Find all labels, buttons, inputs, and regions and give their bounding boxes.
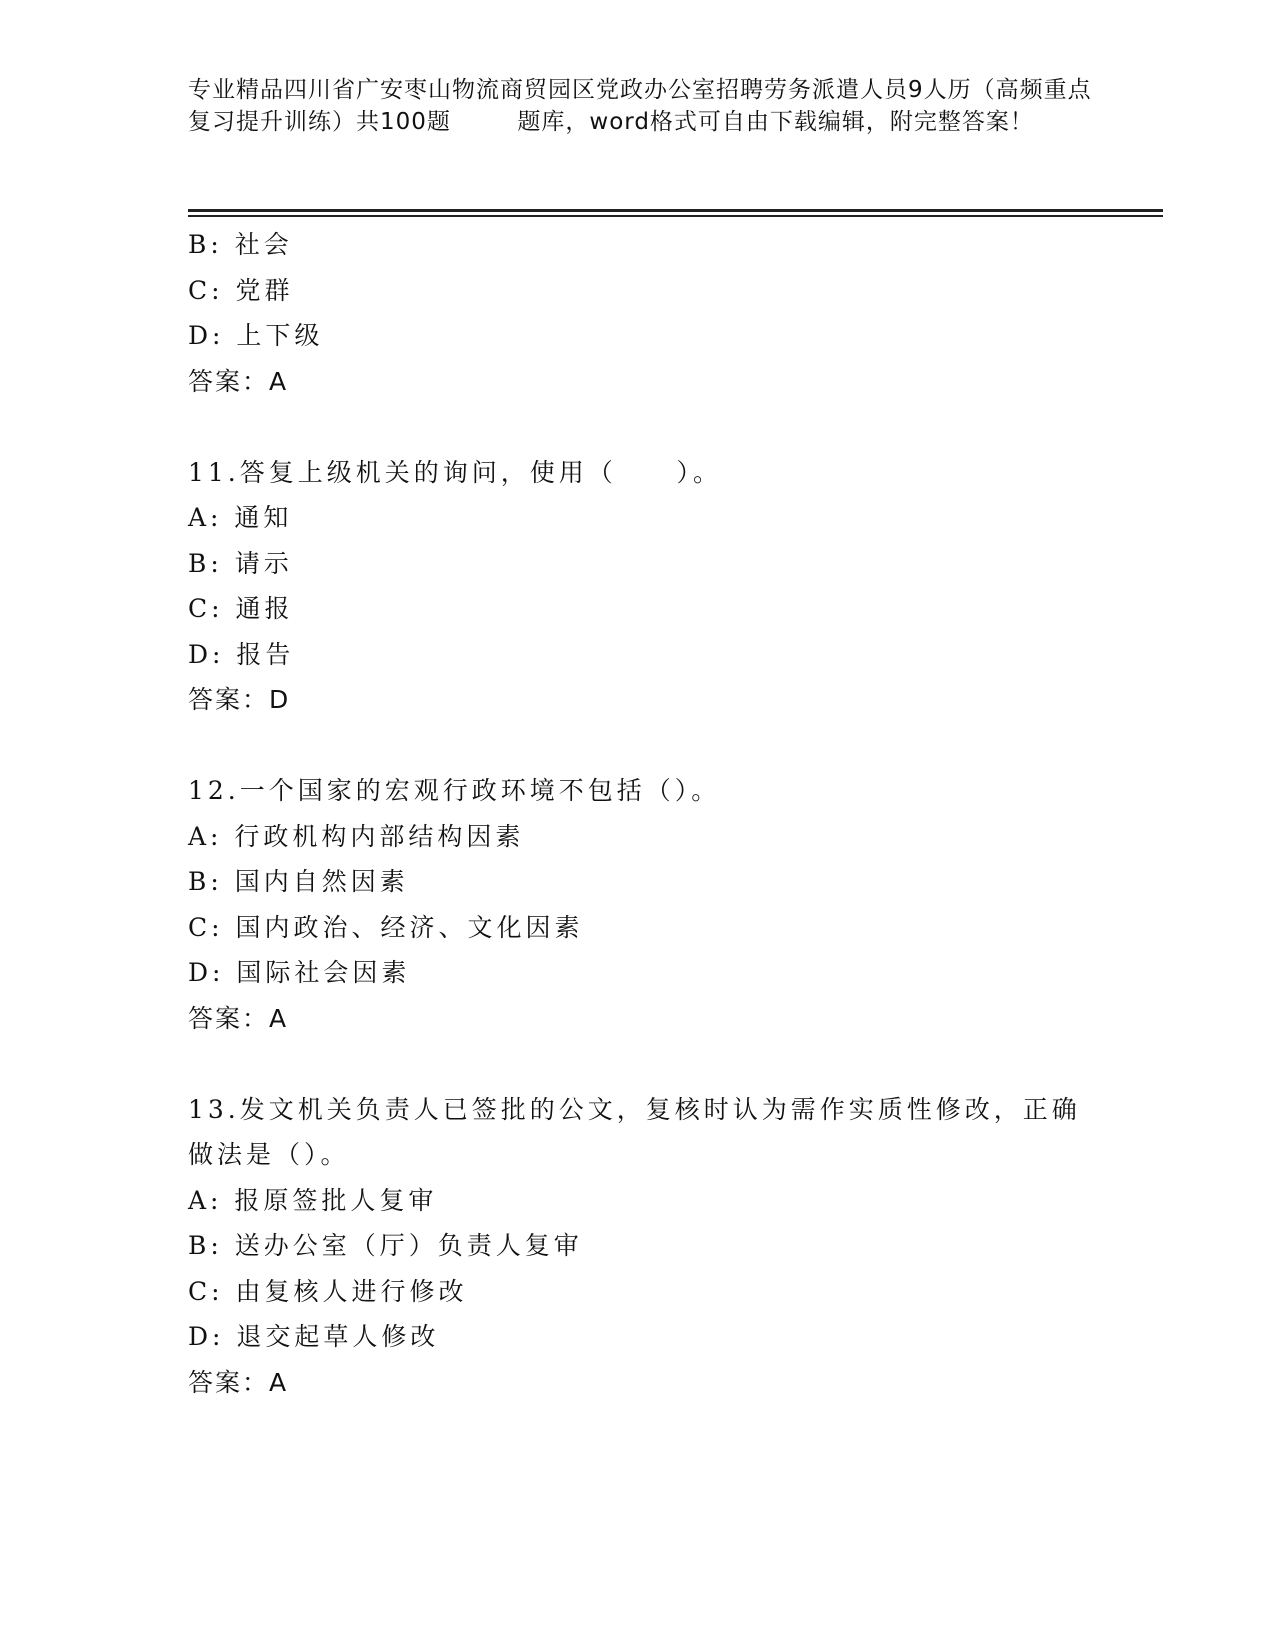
question-stem: 13.发文机关负责人已签批的公文，复核时认为需作实质性修改，正确做法是（）。 <box>188 1094 1081 1169</box>
option-c: C: 国内政治、经济、文化因素 <box>188 912 584 942</box>
option-b: B: 送办公室（厅）负责人复审 <box>188 1231 583 1260</box>
option-d: D: 退交起草人修改 <box>188 1322 440 1351</box>
answer: 答案：A <box>188 1003 289 1033</box>
question-13 <box>188 1087 1088 1406</box>
option-c: C: 通报 <box>188 594 294 623</box>
option-a: A: 报原签批人复审 <box>188 1185 438 1215</box>
option-b: B: 社会 <box>188 230 293 259</box>
option-c: C: 由复核人进行修改 <box>188 1276 468 1306</box>
answer: 答案：A <box>188 366 289 396</box>
question-stem: 11.答复上级机关的询问，使用（ ）。 <box>188 457 722 487</box>
option-d: D: 国际社会因素 <box>188 958 411 987</box>
answer: 答案：D <box>188 685 291 714</box>
continued-question <box>188 222 1088 404</box>
option-a: A: 行政机构内部结构因素 <box>188 821 525 851</box>
option-b: B: 国内自然因素 <box>188 867 409 896</box>
question-12 <box>188 768 1088 1041</box>
option-d: D: 上下级 <box>188 321 324 350</box>
answer: 答案：A <box>188 1367 289 1397</box>
question-stem: 12.一个国家的宏观行政环境不包括（）。 <box>188 776 721 805</box>
option-d: D: 报告 <box>188 639 295 669</box>
option-a: A: 通知 <box>188 503 293 532</box>
question-content <box>188 222 1088 1405</box>
header-rule <box>188 209 1163 212</box>
option-c: C: 党群 <box>188 275 294 305</box>
question-11 <box>188 450 1088 723</box>
option-b: B: 请示 <box>188 548 293 578</box>
header-rule-thin <box>188 215 1163 217</box>
document-header: 专业精品四川省广安枣山物流商贸园区党政办公室招聘劳务派遣人员9人历（高频重点复习提升训练）共100题 题库，word格式可自由下载编辑，附完整答案！ <box>188 77 1092 135</box>
